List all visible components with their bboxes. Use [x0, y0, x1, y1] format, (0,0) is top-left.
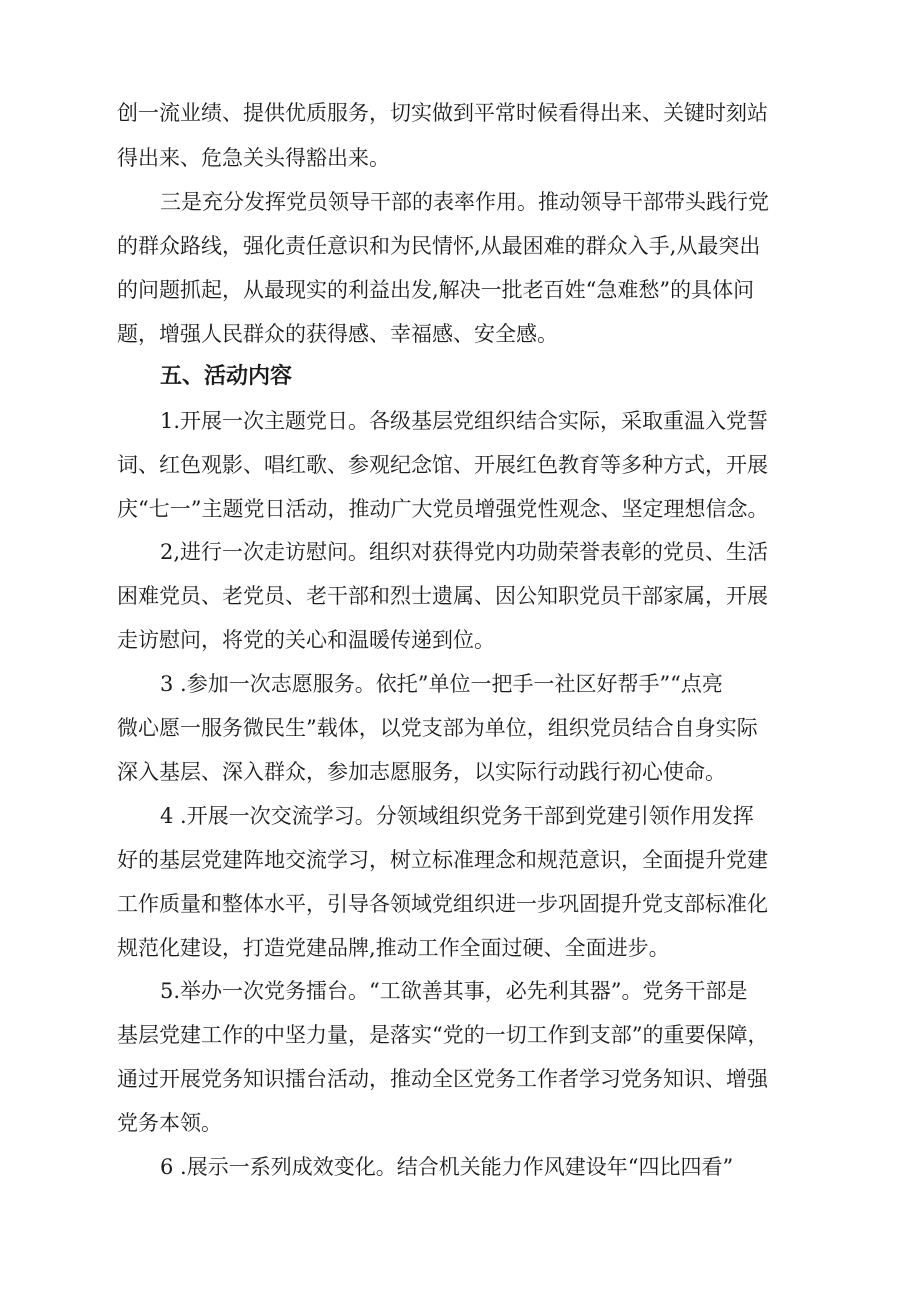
paragraph-line: 好的基层党建阵地交流学习，树立标准理念和规范意识，全面提升党建 [117, 848, 768, 872]
paragraph-line: 1.开展一次主题党日。各级基层党组织结合实际，采取重温入党誓 [160, 409, 769, 433]
paragraph-line: 题，增强人民群众的获得感、幸福感、安全感。 [117, 322, 558, 346]
paragraph-line: 党务本领。 [117, 1111, 222, 1135]
paragraph-line: 的问题抓起，从最现实的利益出发,解决一批老百姓“急难愁”的具体问 [117, 278, 755, 302]
paragraph-line: 困难党员、老党员、老干部和烈士遗属、因公知职党员干部家属，开展 [117, 584, 768, 608]
paragraph-line: 2,进行一次走访慰问。组织对获得党内功勋荣誉表彰的党员、生活 [160, 540, 769, 564]
paragraph-line: 走访慰问，将党的关心和温暖传递到位。 [117, 628, 495, 652]
paragraph-line: 的群众路线，强化责任意识和为民情怀,从最困难的群众入手,从最突出 [117, 234, 761, 258]
paragraph-line: 词、红色观影、唱红歌、参观纪念馆、开展红色教育等多种方式，开展 [117, 453, 768, 477]
section-heading: 五、活动内容 [160, 364, 293, 389]
paragraph-line: 庆“七一”主题党日活动，推动广大党员增强党性观念、坚定理想信念。 [117, 497, 769, 521]
paragraph-line: 6 .展示一系列成效变化。结合机关能力作风建设年“四比四看” [160, 1155, 734, 1179]
paragraph-line: 微心愿一服务微民生”载体，以党支部为单位，组织党员结合自身实际 [117, 716, 758, 740]
paragraph-line: 深入基层、深入群众，参加志愿服务，以实际行动践行初心使命。 [117, 760, 726, 784]
paragraph-line: 创一流业绩、提供优质服务，切实做到平常时候看得出来、关键时刻站 [117, 101, 768, 125]
paragraph-line: 得出来、危急关头得豁出来。 [117, 146, 390, 170]
paragraph-line: 三是充分发挥党员领导干部的表率作用。推动领导干部带头践行党 [160, 190, 769, 214]
paragraph-line: 5.举办一次党务擂台。“工欲善其事，必先利其器”。党务干部是 [160, 979, 748, 1003]
paragraph-line: 规范化建设，打造党建品牌,推动工作全面过硬、全面进步。 [117, 936, 670, 960]
paragraph-line: 3 .参加一次志愿服务。依托”单位一把手一社区好帮手”“点亮 [160, 672, 723, 696]
paragraph-line: 基层党建工作的中坚力量，是落实“党的一切工作到支部”的重要保障， [117, 1023, 769, 1047]
paragraph-line: 通过开展党务知识擂台活动，推动全区党务工作者学习党务知识、增强 [117, 1067, 768, 1091]
paragraph-line: 4 .开展一次交流学习。分领域组织党务干部到党建引领作用发挥 [160, 804, 754, 828]
paragraph-line: 工作质量和整体水平，引导各领域党组织进一步巩固提升党支部标准化 [117, 892, 768, 916]
